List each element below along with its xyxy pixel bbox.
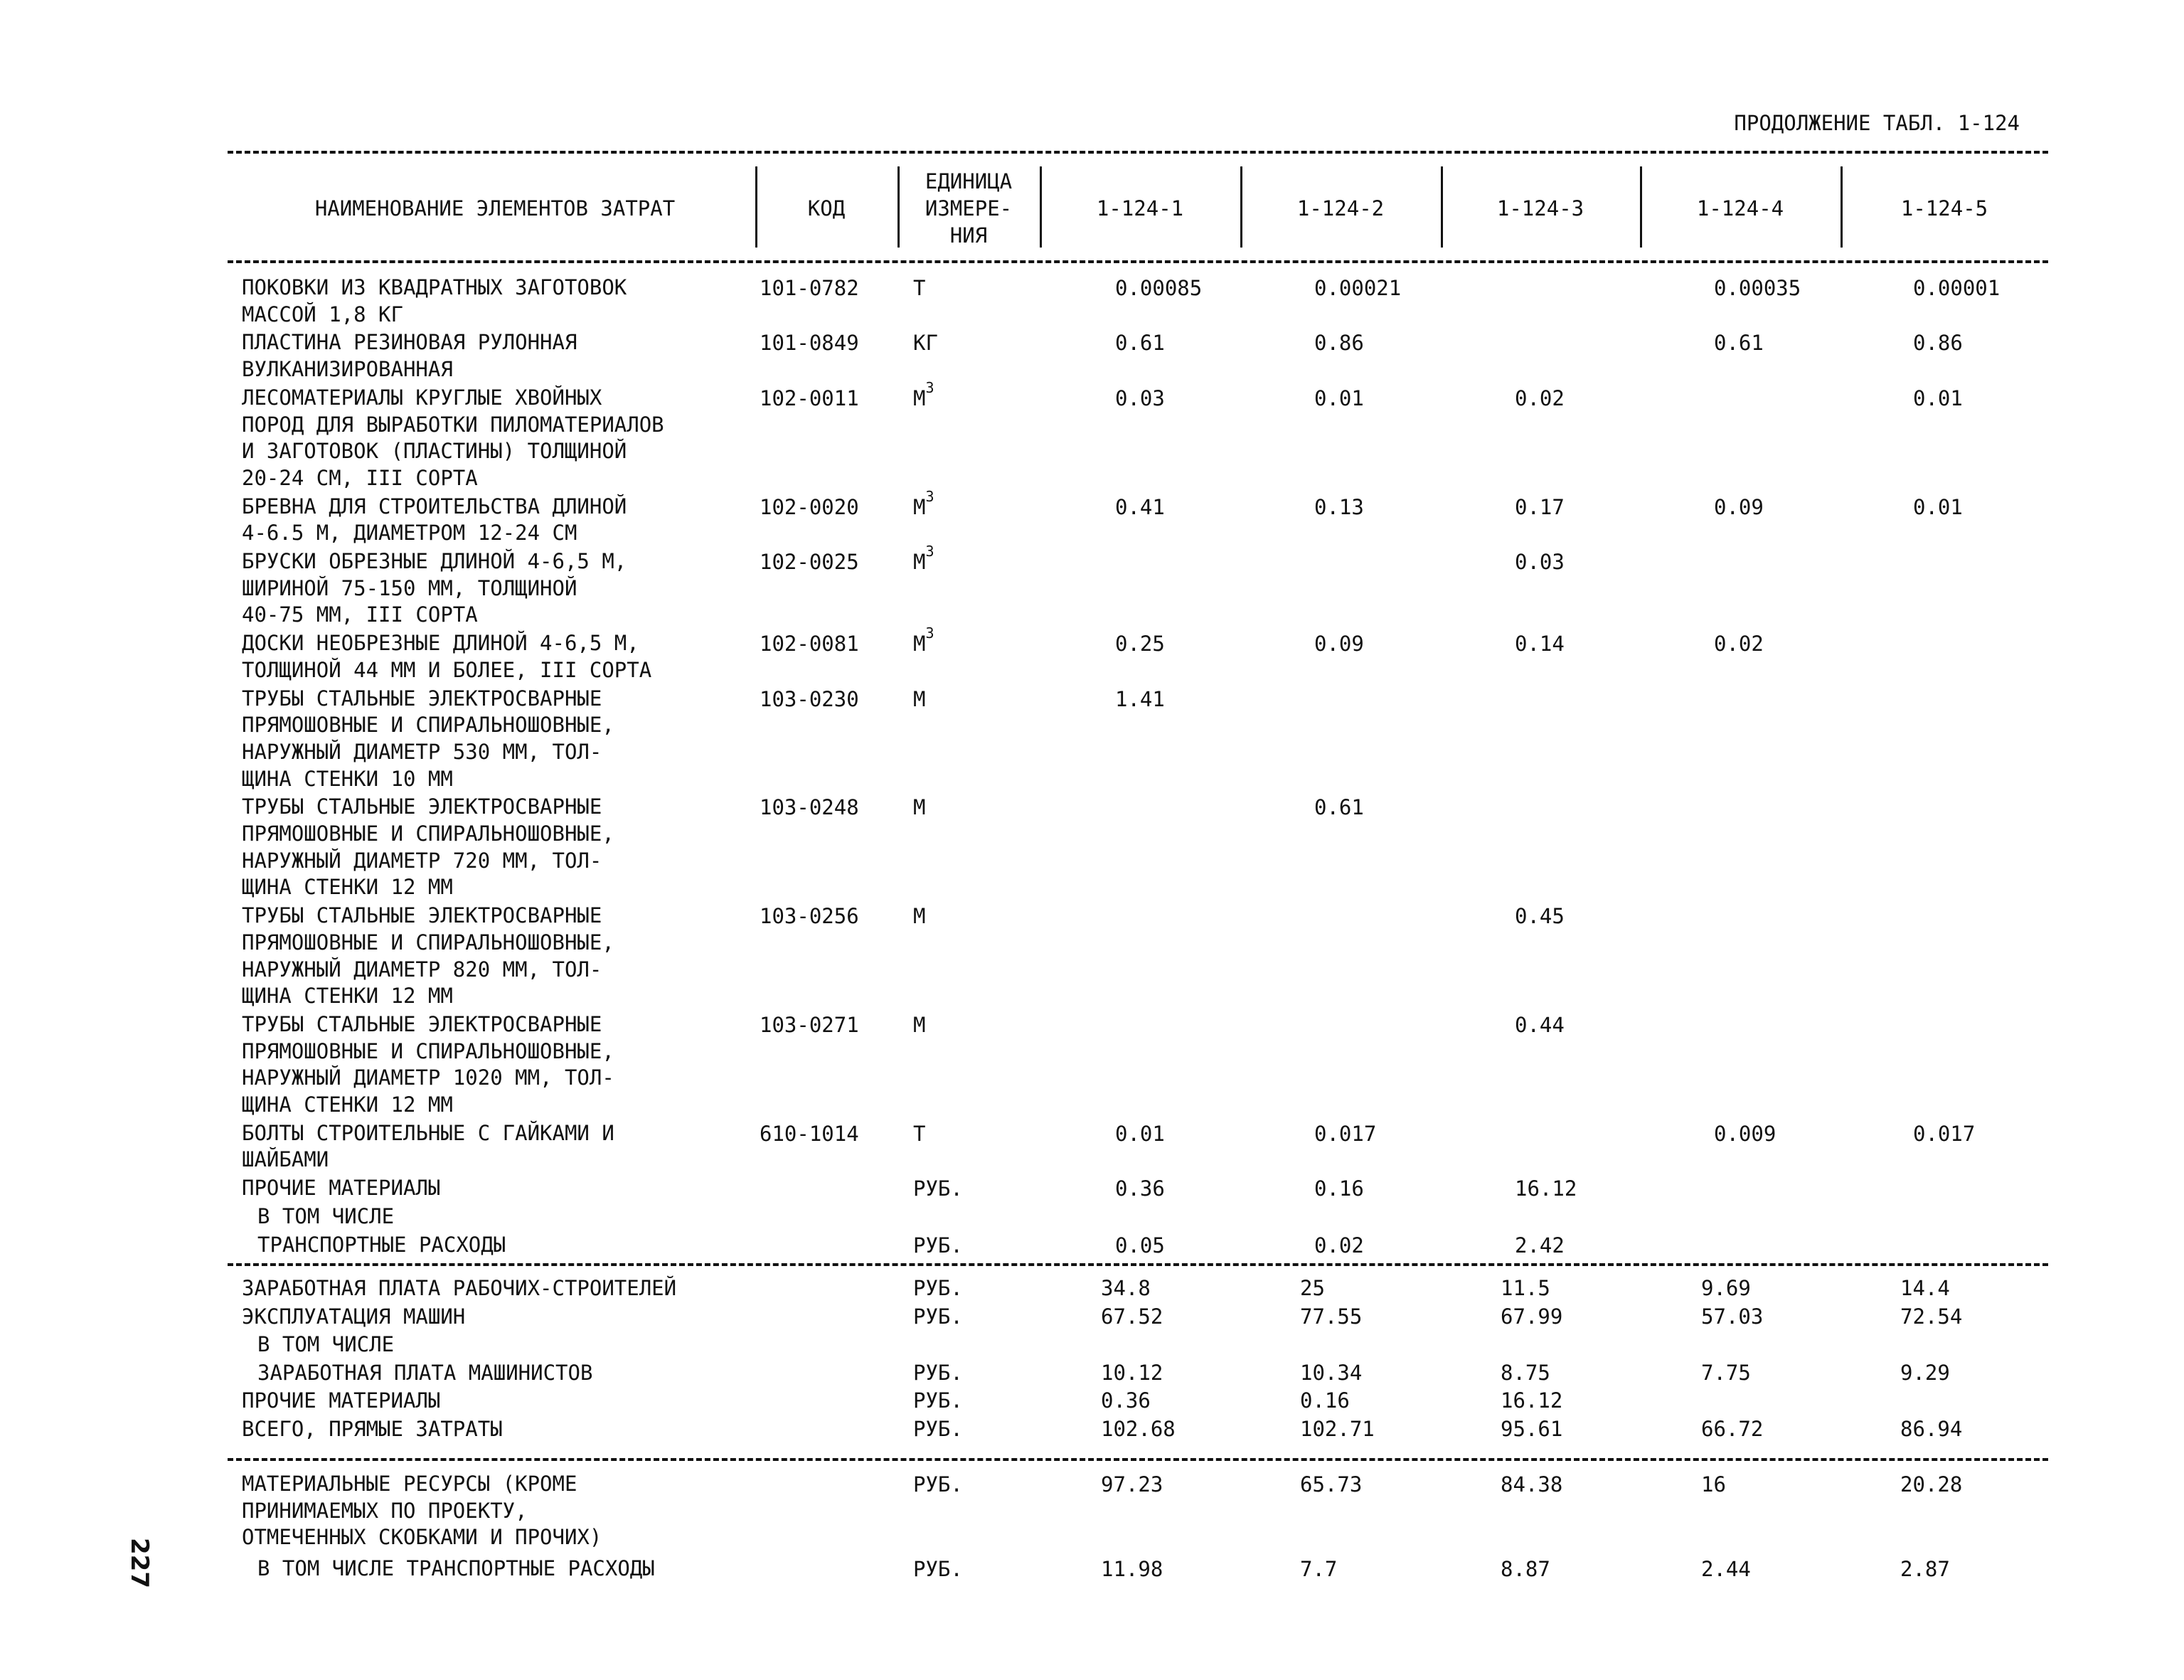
unit-of-measure: М [913,795,926,820]
cost-item-name: ЛЕСОМАТЕРИАЛЫ КРУГЛЫЕ ХВОЙНЫХ ПОРОД ДЛЯ ВЫРАБОТКИ ПИЛОМАТЕРИАЛОВ И ЗАГОТОВОК (ПЛАСТИНЫ) ТОЛЩИНОЙ 20-24 СМ, III СОРТА [242,385,664,490]
value-1-124-3: 16.12 [1501,1388,1563,1413]
header-col-1-124-4: 1-124-4 [1696,196,1784,220]
unit-of-measure: РУБ. [913,1416,963,1441]
value-1-124-1: 67.52 [1101,1304,1163,1329]
unit-of-measure: $М^3$ [913,624,934,656]
value-1-124-5: 0.01 [1913,494,1963,519]
resource-code: 103-0230 [760,686,859,711]
table-row [0,1303,2184,1330]
value-1-124-4: 0.009 [1714,1121,1777,1146]
value-1-124-1: 97.23 [1101,1472,1163,1496]
value-1-124-3: 84.38 [1501,1472,1563,1496]
cost-item-name: БРЕВНА ДЛЯ СТРОИТЕЛЬСТВА ДЛИНОЙ 4-6.5 М, ДИАМЕТРОМ 12-24 СМ [242,494,627,546]
value-1-124-3: 11.5 [1501,1276,1550,1300]
value-1-124-4: 66.72 [1701,1416,1764,1441]
cost-item-name: ТРУБЫ СТАЛЬНЫЕ ЭЛЕКТРОСВАРНЫЕ ПРЯМОШОВНЫЕ И СПИРАЛЬНОШОВНЫЕ, НАРУЖНЫЙ ДИАМЕТР 1020 ММ, ТОЛ- ЩИНА СТЕНКИ 12 ММ [242,1011,614,1117]
table-row [0,1359,2184,1386]
value-1-124-3: 0.14 [1515,632,1565,656]
unit-of-measure: РУБ. [913,1388,963,1413]
value-1-124-2: 0.09 [1314,632,1364,656]
unit-of-measure: М [913,686,926,711]
table-continuation-label: ПРОДОЛЖЕНИЕ ТАБЛ. 1-124 [1734,111,2020,135]
cost-item-name: ДОСКИ НЕОБРЕЗНЫЕ ДЛИНОЙ 4-6,5 М, ТОЛЩИНОЙ 44 ММ И БОЛЕЕ, III СОРТА [242,631,652,682]
cost-item-name: МАТЕРИАЛЬНЫЕ РЕСУРСЫ (КРОМЕ ПРИНИМАЕМЫХ ПО ПРОЕКТУ, ОТМЕЧЕННЫХ СКОБКАМИ И ПРОЧИХ) [242,1472,602,1549]
unit-of-measure: РУБ. [913,1233,963,1258]
value-1-124-3: 8.87 [1501,1556,1550,1581]
value-1-124-4: 0.09 [1714,494,1764,519]
unit-exponent: 3 [925,487,934,505]
header-unit: ЕДИНИЦА ИЗМЕРЕ- НИЯ [925,169,1013,248]
value-1-124-3: 0.17 [1515,494,1565,519]
unit-of-measure: Т [913,276,926,300]
unit-exponent: 3 [925,624,934,642]
table-row [0,794,2184,901]
unit-of-measure: М [913,1012,926,1037]
value-1-124-1: 1.41 [1115,686,1165,711]
unit-of-measure: КГ [913,331,938,356]
value-1-124-2: 0.13 [1314,494,1364,519]
value-1-124-3: 0.03 [1515,550,1565,574]
value-1-124-3: 0.45 [1515,904,1565,929]
resource-code: 101-0782 [760,276,859,300]
value-1-124-3: 8.75 [1501,1360,1550,1385]
header-name: НАИМЕНОВАНИЕ ЭЛЕМЕНТОВ ЗАТРАТ [314,196,676,220]
resource-code: 102-0011 [760,386,859,410]
value-1-124-2: 77.55 [1300,1304,1363,1329]
unit-of-measure: $М^3$ [913,378,934,410]
header-col-1-124-2: 1-124-2 [1296,196,1385,220]
resource-code: 103-0248 [760,795,859,820]
value-1-124-5: 86.94 [1900,1416,1963,1441]
value-1-124-2: 0.61 [1314,795,1364,820]
value-1-124-1: 102.68 [1101,1416,1176,1441]
value-1-124-1: 34.8 [1101,1276,1151,1300]
value-1-124-2: 7.7 [1300,1556,1338,1581]
table-row [0,1415,2184,1442]
cost-item-name: ПРОЧИЕ МАТЕРИАЛЫ [242,1176,441,1201]
unit-of-measure: РУБ. [913,1556,963,1581]
value-1-124-3: 95.61 [1501,1416,1563,1441]
value-1-124-4: 0.02 [1714,632,1764,656]
table-row [0,1556,2184,1583]
value-1-124-5: 0.017 [1913,1121,1976,1146]
table-row [0,1203,2184,1230]
resource-code: 103-0256 [760,904,859,929]
cost-item-name: ЗАРАБОТНАЯ ПЛАТА РАБОЧИХ-СТРОИТЕЛЕЙ [242,1276,677,1300]
table-row [0,378,2184,492]
value-1-124-4: 2.44 [1701,1556,1751,1581]
unit-of-measure: Т [913,1121,926,1146]
value-1-124-2: 65.73 [1300,1472,1363,1496]
unit-of-measure: РУБ. [913,1304,963,1329]
unit-of-measure: РУБ. [913,1360,963,1385]
value-1-124-1: 0.36 [1101,1388,1151,1413]
cost-item-name: В ТОМ ЧИСЛЕ [257,1203,395,1228]
cost-item-name: БРУСКИ ОБРЕЗНЫЕ ДЛИНОЙ 4-6,5 М, ШИРИНОЙ 75-150 ММ, ТОЛЩИНОЙ 40-75 ММ, III СОРТА [242,549,627,627]
value-1-124-4: 0.61 [1714,331,1764,356]
value-1-124-3: 16.12 [1515,1176,1577,1201]
value-1-124-1: 0.36 [1115,1176,1165,1201]
section-rule [228,1458,2048,1461]
table-row [0,1175,2184,1202]
table-row [0,686,2184,793]
value-1-124-2: 0.00021 [1314,276,1402,300]
value-1-124-2: 0.017 [1314,1121,1377,1146]
value-1-124-5: 0.01 [1913,386,1963,410]
table-row [0,329,2184,383]
value-1-124-1: 11.98 [1101,1556,1163,1581]
resource-code: 101-0849 [760,331,859,356]
cost-item-name: ЭКСПЛУАТАЦИЯ МАШИН [242,1304,466,1329]
header-col-1-124-3: 1-124-3 [1496,196,1584,220]
unit-of-measure: РУБ. [913,1472,963,1496]
page-number: 227 [125,1538,154,1588]
cost-item-name: ТРУБЫ СТАЛЬНЫЕ ЭЛЕКТРОСВАРНЫЕ ПРЯМОШОВНЫЕ И СПИРАЛЬНОШОВНЫЕ, НАРУЖНЫЙ ДИАМЕТР 530 ММ, ТОЛ- ЩИНА СТЕНКИ 10 ММ [242,686,614,791]
header-bottom-rule [228,260,2048,263]
value-1-124-5: 14.4 [1900,1276,1950,1300]
table-row [0,624,2184,684]
cost-item-name: ТРАНСПОРТНЫЕ РАСХОДЫ [257,1232,506,1257]
value-1-124-5: 2.87 [1900,1556,1950,1581]
resource-code: 610-1014 [760,1121,859,1146]
cost-item-name: В ТОМ ЧИСЛЕ ТРАНСПОРТНЫЕ РАСХОДЫ [257,1556,655,1580]
value-1-124-3: 0.02 [1515,386,1565,410]
unit-of-measure: РУБ. [913,1276,963,1300]
table-row [0,275,2184,328]
resource-code: 102-0020 [760,494,859,519]
cost-item-name: ПРОЧИЕ МАТЕРИАЛЫ [242,1388,441,1413]
value-1-124-3: 0.44 [1515,1012,1565,1037]
value-1-124-2: 25 [1300,1276,1325,1300]
value-1-124-1: 0.05 [1115,1233,1165,1258]
cost-item-name: ЗАРАБОТНАЯ ПЛАТА МАШИНИСТОВ [257,1360,593,1385]
cost-item-name: ТРУБЫ СТАЛЬНЫЕ ЭЛЕКТРОСВАРНЫЕ ПРЯМОШОВНЫЕ И СПИРАЛЬНОШОВНЫЕ, НАРУЖНЫЙ ДИАМЕТР 820 ММ, ТОЛ- ЩИНА СТЕНКИ 12 ММ [242,903,614,1009]
value-1-124-4: 16 [1701,1472,1726,1496]
value-1-124-1: 0.01 [1115,1121,1165,1146]
header-top-rule [228,151,2048,154]
value-1-124-4: 57.03 [1701,1304,1764,1329]
value-1-124-5: 9.29 [1900,1360,1950,1385]
unit-of-measure: $М^3$ [913,543,934,574]
value-1-124-5: 20.28 [1900,1472,1963,1496]
value-1-124-1: 10.12 [1101,1360,1163,1385]
value-1-124-2: 0.16 [1300,1388,1350,1413]
table-row [0,1232,2184,1259]
value-1-124-5: 72.54 [1900,1304,1963,1329]
resource-code: 102-0025 [760,550,859,574]
value-1-124-3: 2.42 [1515,1233,1565,1258]
value-1-124-2: 0.86 [1314,331,1364,356]
table-row [0,1387,2184,1414]
cost-item-name: ПОКОВКИ ИЗ КВАДРАТНЫХ ЗАГОТОВОК МАССОЙ 1,8 КГ [242,275,627,326]
value-1-124-2: 102.71 [1300,1416,1375,1441]
table-row [0,1471,2184,1551]
table-row [0,487,2184,547]
cost-item-name: ПЛАСТИНА РЕЗИНОВАЯ РУЛОННАЯ ВУЛКАНИЗИРОВАННАЯ [242,330,577,382]
value-1-124-5: 0.00001 [1913,276,2001,300]
value-1-124-2: 0.02 [1314,1233,1364,1258]
value-1-124-4: 0.00035 [1714,276,1801,300]
value-1-124-2: 10.34 [1300,1360,1363,1385]
header-code: КОД [807,196,846,220]
value-1-124-1: 0.61 [1115,331,1165,356]
unit-of-measure: РУБ. [913,1176,963,1201]
value-1-124-4: 9.69 [1701,1276,1751,1300]
unit-exponent: 3 [925,543,934,560]
value-1-124-1: 0.41 [1115,494,1165,519]
value-1-124-1: 0.03 [1115,386,1165,410]
table-row [0,1331,2184,1358]
header-col-1-124-1: 1-124-1 [1096,196,1184,220]
resource-code: 103-0271 [760,1012,859,1037]
unit-exponent: 3 [925,378,934,396]
value-1-124-3: 67.99 [1501,1304,1563,1329]
section-rule [228,1263,2048,1266]
cost-item-name: ВСЕГО, ПРЯМЫЕ ЗАТРАТЫ [242,1416,503,1441]
table-row [0,903,2184,1010]
table-row [0,543,2184,629]
value-1-124-4: 7.75 [1701,1360,1751,1385]
unit-of-measure: М [913,904,926,929]
table-row [0,1011,2184,1119]
header-col-1-124-5: 1-124-5 [1900,196,1988,220]
cost-item-name: В ТОМ ЧИСЛЕ [257,1332,395,1356]
table-row [0,1120,2184,1174]
cost-item-name: БОЛТЫ СТРОИТЕЛЬНЫЕ С ГАЙКАМИ И ШАЙБАМИ [242,1120,614,1172]
value-1-124-1: 0.00085 [1115,276,1203,300]
value-1-124-2: 0.16 [1314,1176,1364,1201]
unit-of-measure: $М^3$ [913,487,934,519]
value-1-124-1: 0.25 [1115,632,1165,656]
cost-item-name: ТРУБЫ СТАЛЬНЫЕ ЭЛЕКТРОСВАРНЫЕ ПРЯМОШОВНЫЕ И СПИРАЛЬНОШОВНЫЕ, НАРУЖНЫЙ ДИАМЕТР 720 ММ, ТОЛ- ЩИНА СТЕНКИ 12 ММ [242,794,614,900]
value-1-124-2: 0.01 [1314,386,1364,410]
table-row [0,1275,2184,1302]
resource-code: 102-0081 [760,632,859,656]
value-1-124-5: 0.86 [1913,331,1963,356]
